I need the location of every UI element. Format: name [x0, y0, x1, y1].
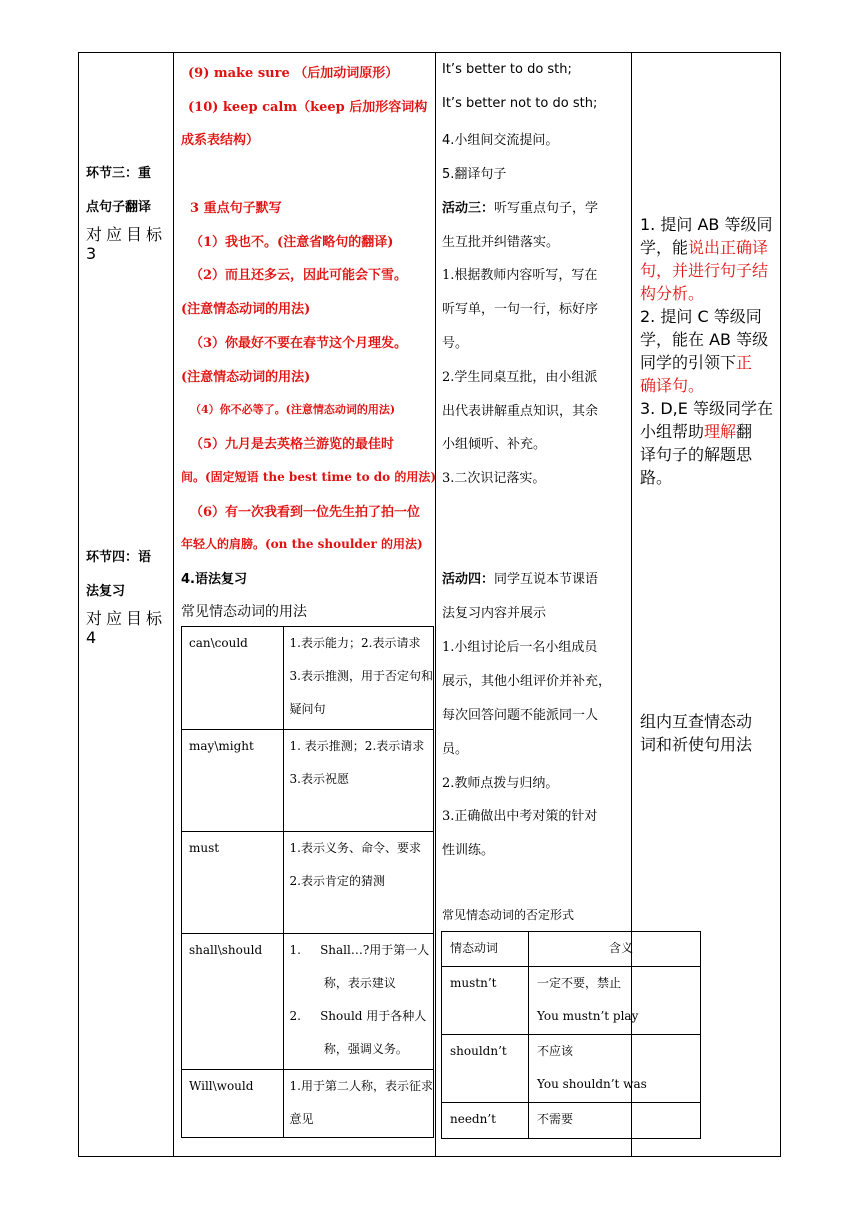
activity-4-step3-cont: 性训练。 [442, 843, 495, 858]
activity-3-step1-cont: 号。 [442, 336, 469, 351]
sentence-6-line2: 年轻人的肩膀。(on the shoulder 的用法) [181, 537, 423, 551]
activity-4-step1-cont: 展示，其他小组评价并补充， [442, 674, 612, 689]
table-row [442, 1035, 701, 1103]
eval-2-highlight: 正 [736, 353, 753, 372]
neg-verb: shouldn’t [450, 1044, 507, 1058]
eval-3-line4: 路。 [640, 468, 673, 487]
sentence-5-line1: （5）九月是去英格兰游览的最佳时 [190, 437, 395, 452]
modal-meaning: 1.表示义务、命令、要求 [289, 841, 421, 855]
step3-title-line2: 点句子翻译 [86, 200, 152, 215]
eval-1-highlight: 说出正确译 [688, 238, 769, 257]
neg-example: You shouldn’t was [537, 1077, 647, 1091]
eval-1-line1: 1. 提问 AB 等级同 [640, 215, 773, 234]
step3-goal: 对应目标 [86, 225, 167, 244]
sentence-6-line1: （6）有一次我看到一位先生拍了拍一位 [190, 505, 421, 520]
item-10-line1: (10) keep calm（keep 后加形容词构 [188, 100, 428, 115]
step4-title-line1: 环节四：语 [86, 550, 152, 565]
step4-goal-number: 4 [86, 628, 97, 647]
sentence-3-line1: （3）你最好不要在春节这个月理发。 [190, 336, 408, 351]
section-4-title: 4.语法复习 [181, 572, 247, 587]
activity-4-step3: 3.正确做出中考对策的针对 [442, 809, 598, 824]
table-row [182, 627, 434, 730]
modal-meaning: 意见 [289, 1112, 314, 1126]
item-9: (9) make sure （后加动词原形） [188, 66, 399, 81]
activity-4-text-cont: 法复习内容并展示 [442, 606, 547, 621]
eval-2-text: 同学的引领下 [640, 353, 737, 372]
eval-1-line2 [640, 235, 768, 258]
activity-4-text: 同学互说本节课语 [494, 572, 599, 587]
sentence-4: （4）你不必等了。(注意情态动词的用法) [190, 403, 396, 416]
modal-meaning: 1. Shall…?用于第一人 [289, 943, 430, 957]
activity-4 [442, 568, 598, 587]
modal-meaning: 1.用于第二人称，表示征求 [289, 1079, 433, 1093]
eval-1-line4: 构分析。 [640, 284, 705, 303]
activity-3-step1-cont: 听写单，一句一行，标好序 [442, 302, 599, 317]
eval-3-text: 小组帮助 [640, 422, 705, 441]
activity-3-step2-cont: 出代表讲解重点知识，其余 [442, 404, 599, 419]
header-modal-verb: 情态动词 [450, 941, 499, 955]
modal-verb: can\could [189, 636, 248, 650]
eval-3-line2 [640, 419, 752, 442]
sentence-2-line2: (注意情态动词的用法) [181, 302, 311, 317]
modal-verbs-table [181, 626, 434, 1138]
activity-4-step2: 2.教师点拨与归纳。 [442, 776, 559, 791]
neg-example: You mustn’t play [537, 1009, 639, 1023]
table-row [182, 934, 434, 1070]
step4-goal: 对应目标 [86, 609, 167, 628]
table-row [442, 1103, 701, 1139]
step3-goal-number: 3 [86, 244, 97, 263]
header-meaning: 含义 [609, 941, 634, 955]
eval-1-text: 学，能 [640, 238, 689, 257]
activity-3-text: 听写重点句子，学 [494, 201, 599, 216]
negative-forms-table [441, 931, 701, 1139]
step3-title-line1: 环节三：重 [86, 166, 152, 181]
modal-meaning: 1.表示能力；2.表示请求 [289, 636, 421, 650]
table-row [442, 932, 701, 967]
modal-meaning: 1. 表示推测；2.表示请求 [289, 739, 425, 753]
section-3-title: 3 重点句子默写 [190, 201, 282, 216]
negative-table-caption: 常见情态动词的否定形式 [442, 908, 575, 922]
modal-meaning: 3.表示推测，用于否定句和 [289, 669, 433, 683]
activity-4-step1-cont: 每次回答问题不能派同一人 [442, 708, 599, 723]
table-row [182, 730, 434, 832]
activity-4-step1-cont: 员。 [442, 742, 469, 757]
modal-meaning: 2.表示肯定的猜测 [289, 874, 385, 888]
sentence-1: （1）我也不。(注意省略句的翻译) [190, 235, 394, 250]
sentence-5-line2: 间。(固定短语 the best time to do 的用法) [181, 470, 437, 484]
modal-meaning: 3.表示祝愿 [289, 772, 349, 786]
modal-verb: must [189, 841, 220, 855]
phrase-better-to-do: It’s better to do sth; [442, 62, 572, 77]
eval-2-line1: 2. 提问 C 等级同 [640, 307, 762, 326]
activity-3 [442, 197, 598, 216]
activity-4-label: 活动四： [442, 572, 495, 587]
neg-meaning: 不需要 [537, 1112, 574, 1126]
activity-4-step1: 1.小组讨论后一名小组成员 [442, 640, 598, 655]
group-check-note-line1: 组内互查情态动 [640, 712, 753, 731]
eval-2-line4: 确译句。 [640, 376, 705, 395]
eval-2-line3 [640, 350, 752, 373]
eval-2-line2: 学，能在 AB 等级 [640, 330, 769, 349]
neg-verb: mustn’t [450, 976, 497, 990]
sentence-3-line2: (注意情态动词的用法) [181, 370, 311, 385]
activity-3-step2-cont: 小组倾听、补充。 [442, 437, 547, 452]
neg-meaning: 不应该 [537, 1044, 574, 1058]
step-5-translate: 5.翻译句子 [442, 167, 507, 182]
step-4-exchange: 4.小组间交流提问。 [442, 133, 559, 148]
eval-3-highlight: 理解 [704, 422, 737, 441]
column-divider [173, 52, 174, 1157]
sentence-2-line1: （2）而且还多云，因此可能会下雪。 [190, 268, 408, 283]
activity-3-step1: 1.根据教师内容听写，写在 [442, 268, 598, 283]
neg-meaning: 一定不要，禁止 [537, 976, 622, 990]
modal-verb: shall\should [189, 943, 263, 957]
eval-3-line1: 3. D,E 等级同学在 [640, 399, 773, 418]
activity-3-step2: 2.学生同桌互批，由小组派 [442, 370, 598, 385]
modal-meaning: 疑问句 [289, 702, 326, 716]
modal-verb: may\might [189, 739, 254, 753]
item-10-line2: 成系表结构） [181, 133, 260, 148]
eval-3-line3: 译句子的解题思 [640, 445, 753, 464]
modal-meaning: 称，强调义务。 [289, 1042, 408, 1056]
table-row [182, 832, 434, 934]
activity-3-label: 活动三： [442, 201, 495, 216]
table-row [442, 967, 701, 1035]
negative-forms-table-clip [441, 931, 647, 1138]
modal-table-caption: 常见情态动词的用法 [181, 604, 307, 620]
modal-meaning: 称，表示建议 [289, 976, 396, 990]
neg-verb: needn’t [450, 1112, 496, 1126]
activity-3-step3: 3.二次识记落实。 [442, 471, 546, 486]
modal-meaning: 2. Should 用于各种人 [289, 1009, 427, 1023]
table-row [182, 1070, 434, 1138]
eval-1-line3: 句，并进行句子结 [640, 261, 769, 280]
eval-3-text: 翻 [736, 422, 753, 441]
activity-3-text-cont: 生互批并纠错落实。 [442, 235, 560, 250]
step4-title-line2: 法复习 [86, 584, 126, 599]
column-divider [435, 52, 436, 1157]
group-check-note-line2: 词和祈使句用法 [640, 735, 753, 754]
modal-verb: Will\would [189, 1079, 254, 1093]
phrase-better-not-to-do: It’s better not to do sth; [442, 96, 598, 111]
